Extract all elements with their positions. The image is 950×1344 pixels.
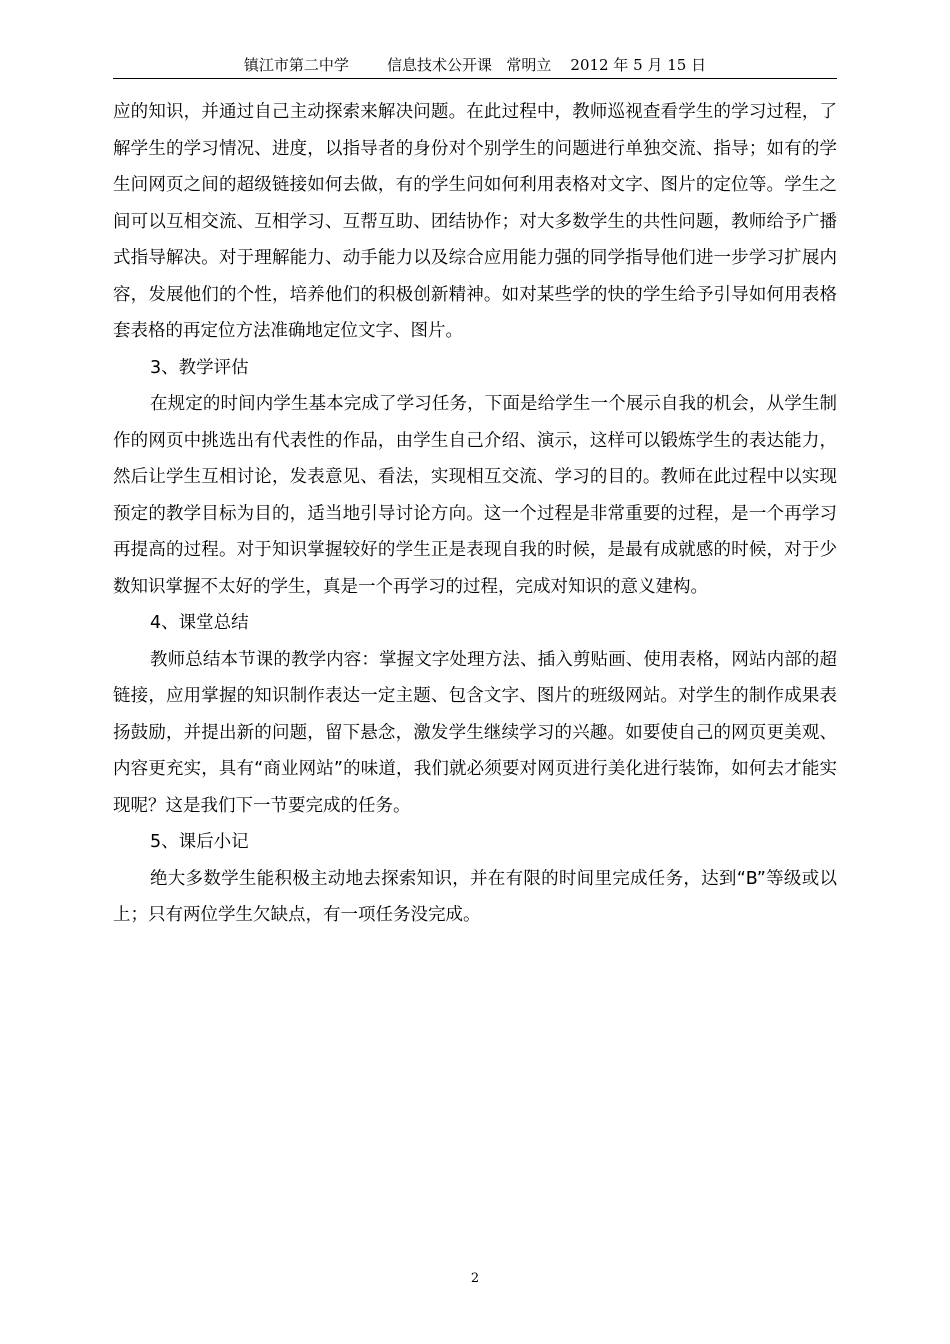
paragraph-teaching-evaluation: 在规定的时间内学生基本完成了学习任务，下面是给学生一个展示自我的机会，从学生制作的网页中挑选出有代表性的作品，由学生自己介绍、演示，这样可以锻炼学生的表达能力，然后让学生互相讨论，发表意见、看法，实现相互交流、学习的目的。教师在此过程中以实现预定的教学目标为目的，适当地引导讨论方向。这一个过程是非常重要的过程，是一个再学习再提高的过程。对于知识掌握较好的学生正是表现自我的时候，是最有成就感的时候，对于少数知识掌握不太好的学生，真是一个再学习的过程，完成对知识的意义建构。 [113,394,837,597]
paragraph-continuation: 应的知识，并通过自己主动探索来解决问题。在此过程中，教师巡视查看学生的学习过程，了解学生的学习情况、进度，以指导者的身份对个别学生的问题进行单独交流、指导；如有的学生问网页之间的超级链接如何去做，有的学生问如何利用表格对文字、图片的定位等。学生之间可以互相交流、互相学习、互帮互助、团结协作；对大多数学生的共性问题，教师给予广播式指导解决。对于理解能力、动手能力以及综合应用能力强的同学指导他们进一步学习扩展内容，发展他们的个性，培养他们的积极创新精神。如对某些学的快的学生给予引导如何用表格套表格的再定位方法准确地定位文字、图片。 [113,102,837,341]
section-heading-class-summary: 4、课堂总结 [150,613,249,633]
paragraph-class-summary: 教师总结本节课的教学内容：掌握文字处理方法、插入剪贴画、使用表格，网站内部的超链接，应用掌握的知识制作表达一定主题、包含文字、图片的班级网站。对学生的制作成果表扬鼓励，并提出新的问题，留下悬念，激发学生继续学习的兴趣。如要使自己的网页更美观、内容更充实，具有“商业网站”的味道，我们就必须要对网页进行美化进行装饰，如何去才能实现呢？这是我们下一节要完成的任务。 [113,649,837,816]
document-body [113,94,837,934]
page-header: 镇江市第二中学 信息技术公开课 常明立 2012 年 5 月 15 日 [113,54,837,79]
section-heading-teaching-evaluation: 3、教学评估 [150,357,249,378]
page-number: 2 [470,1271,480,1286]
paragraph-after-class-notes: 绝大多数学生能积极主动地去探索知识，并在有限的时间里完成任务，达到“B”等级或以上；只有两位学生欠缺点，有一项任务没完成。 [113,868,837,925]
section-heading-after-class-notes: 5、课后小记 [150,832,249,852]
